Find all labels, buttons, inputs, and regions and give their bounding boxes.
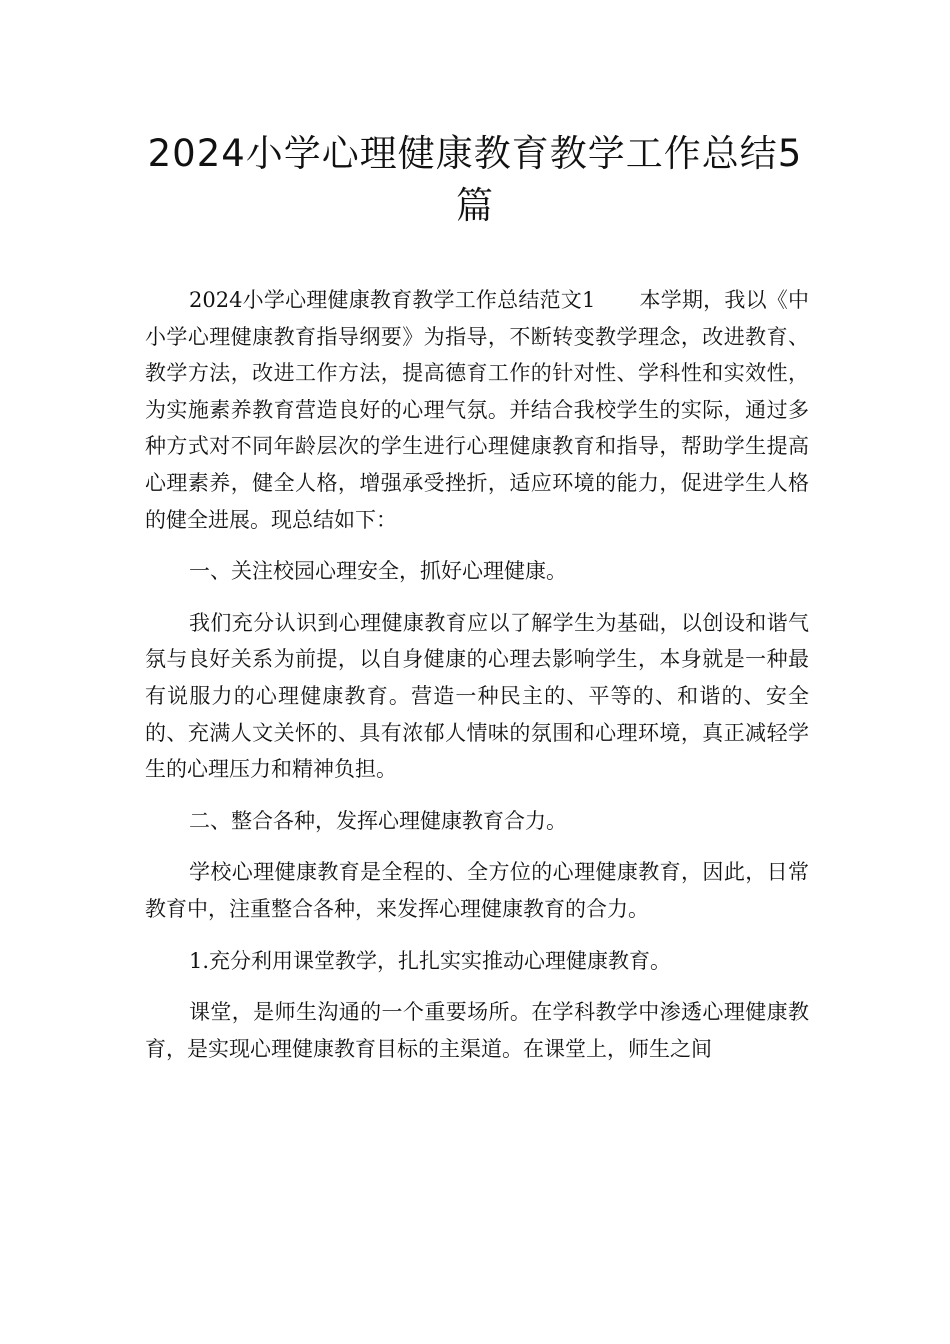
paragraph-4: 课堂，是师生沟通的一个重要场所。在学科教学中渗透心理健康教育，是实现心理健康教育目标的主渠道。在课堂上，师生之间 — [145, 1000, 809, 1061]
paragraph-intro — [145, 282, 809, 538]
intro-heading: 2024小学心理健康教育教学工作总结范文1 — [189, 288, 596, 312]
paragraph-2: 我们充分认识到心理健康教育应以了解学生为基础，以创设和谐气氛与良好关系为前提，以自身健康的心理去影响学生，本身就是一种最有说服力的心理健康教育。营造一种民主的、平等的、和谐的、安全的、充满人文关怀的、具有浓郁人情味的氛围和心理环境，真正减轻学生的心理压力和精神负担。 — [145, 610, 809, 782]
section-heading-1: 一、关注校园心理安全，抓好心理健康。 — [189, 559, 567, 584]
section-heading-2: 二、整合各种，发挥心理健康教育合力。 — [189, 808, 567, 833]
paragraph-1-text: 本学期，我以《中小学心理健康教育指导纲要》为指导，不断转变教学理念，改进教育、教学方法，改进工作方法，提高德育工作的针对性、学科性和实效性，为实施素养教育营造良好的心理气氛。并结合我校学生的实际，通过多种方式对不同年龄层次的学生进行心理健康教育和指导，帮助学生提高心理素养，健全人格，增强承受挫折，适应环境的能力，促进学生人格的健全进展。现总结如下： — [145, 288, 810, 532]
document-body — [145, 282, 809, 1082]
document-title: 2024小学心理健康教育教学工作总结5篇 — [147, 132, 803, 227]
paragraph-3: 学校心理健康教育是全程的、全方位的心理健康教育，因此，日常教育中，注重整合各种，来发挥心理健康教育的合力。 — [145, 860, 809, 921]
subsection-heading-1: 1.充分利用课堂教学，扎扎实实推动心理健康教育。 — [189, 948, 672, 973]
